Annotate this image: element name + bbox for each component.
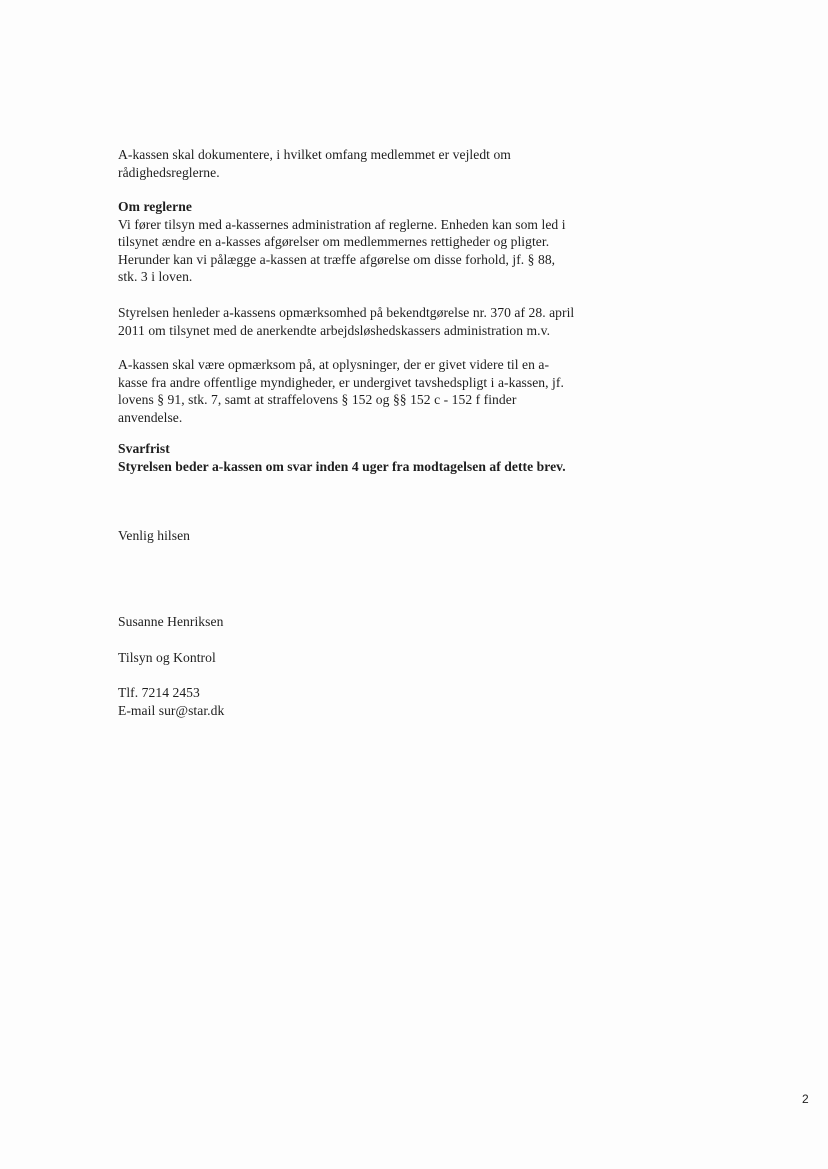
text-line: lovens § 91, stk. 7, samt at straffelovens § 152 og §§ 152 c - 152 f finder — [118, 392, 517, 407]
text-line: tilsynet ændre en a-kasses afgørelser om medlemmernes rettigheder og pligter. — [118, 234, 550, 249]
text-line: anvendelse. — [118, 409, 183, 425]
text-line: stk. 3 i loven. — [118, 269, 193, 284]
greeting — [118, 527, 618, 545]
text-line: kasse fra andre offentlige myndigheder, er undergivet tavshedspligt i a-kassen, jf. — [118, 374, 564, 390]
text-line: A-kassen skal være opmærksom på, at oplysninger, der er givet videre til en a- — [118, 357, 550, 372]
text-line: A-kassen skal dokumentere, i hvilket omfang medlemmet er vejledt om — [118, 147, 511, 162]
greeting-text: Venlig hilsen — [118, 528, 191, 543]
email-address: E-mail sur@star.dk — [118, 702, 225, 718]
text-line: 2011 om tilsynet med de anerkendte arbejdsløshedskassers administration m.v. — [118, 322, 551, 338]
tavshedspligt-paragraph — [118, 356, 618, 426]
text-line: Styrelsen henleder a-kassens opmærksomhed på bekendtgørelse nr. 370 af 28. april — [118, 305, 575, 320]
text-line: rådighedsreglerne. — [118, 164, 220, 180]
contact-info — [118, 684, 618, 719]
signature-name — [118, 613, 618, 631]
text-line: Styrelsen beder a-kassen om svar inden 4 uger fra modtagelsen af dette brev. — [118, 458, 566, 474]
intro-paragraph — [118, 146, 618, 181]
svarfrist-section — [118, 440, 618, 475]
sender-department: Tilsyn og Kontrol — [118, 650, 216, 665]
bekendtgorelse-paragraph — [118, 304, 618, 339]
signature-department — [118, 649, 618, 667]
section-heading: Om reglerne — [118, 199, 192, 214]
text-line: Herunder kan vi pålægge a-kassen at træffe afgørelse om disse forhold, jf. § 88, — [118, 251, 556, 267]
sender-name: Susanne Henriksen — [118, 614, 224, 629]
om-reglerne-section — [118, 198, 618, 286]
text-line: Vi fører tilsyn med a-kassernes administration af reglerne. Enheden kan som led i — [118, 216, 566, 232]
phone-number: Tlf. 7214 2453 — [118, 685, 200, 700]
page-number: 2 — [802, 1092, 809, 1106]
section-heading: Svarfrist — [118, 441, 170, 456]
